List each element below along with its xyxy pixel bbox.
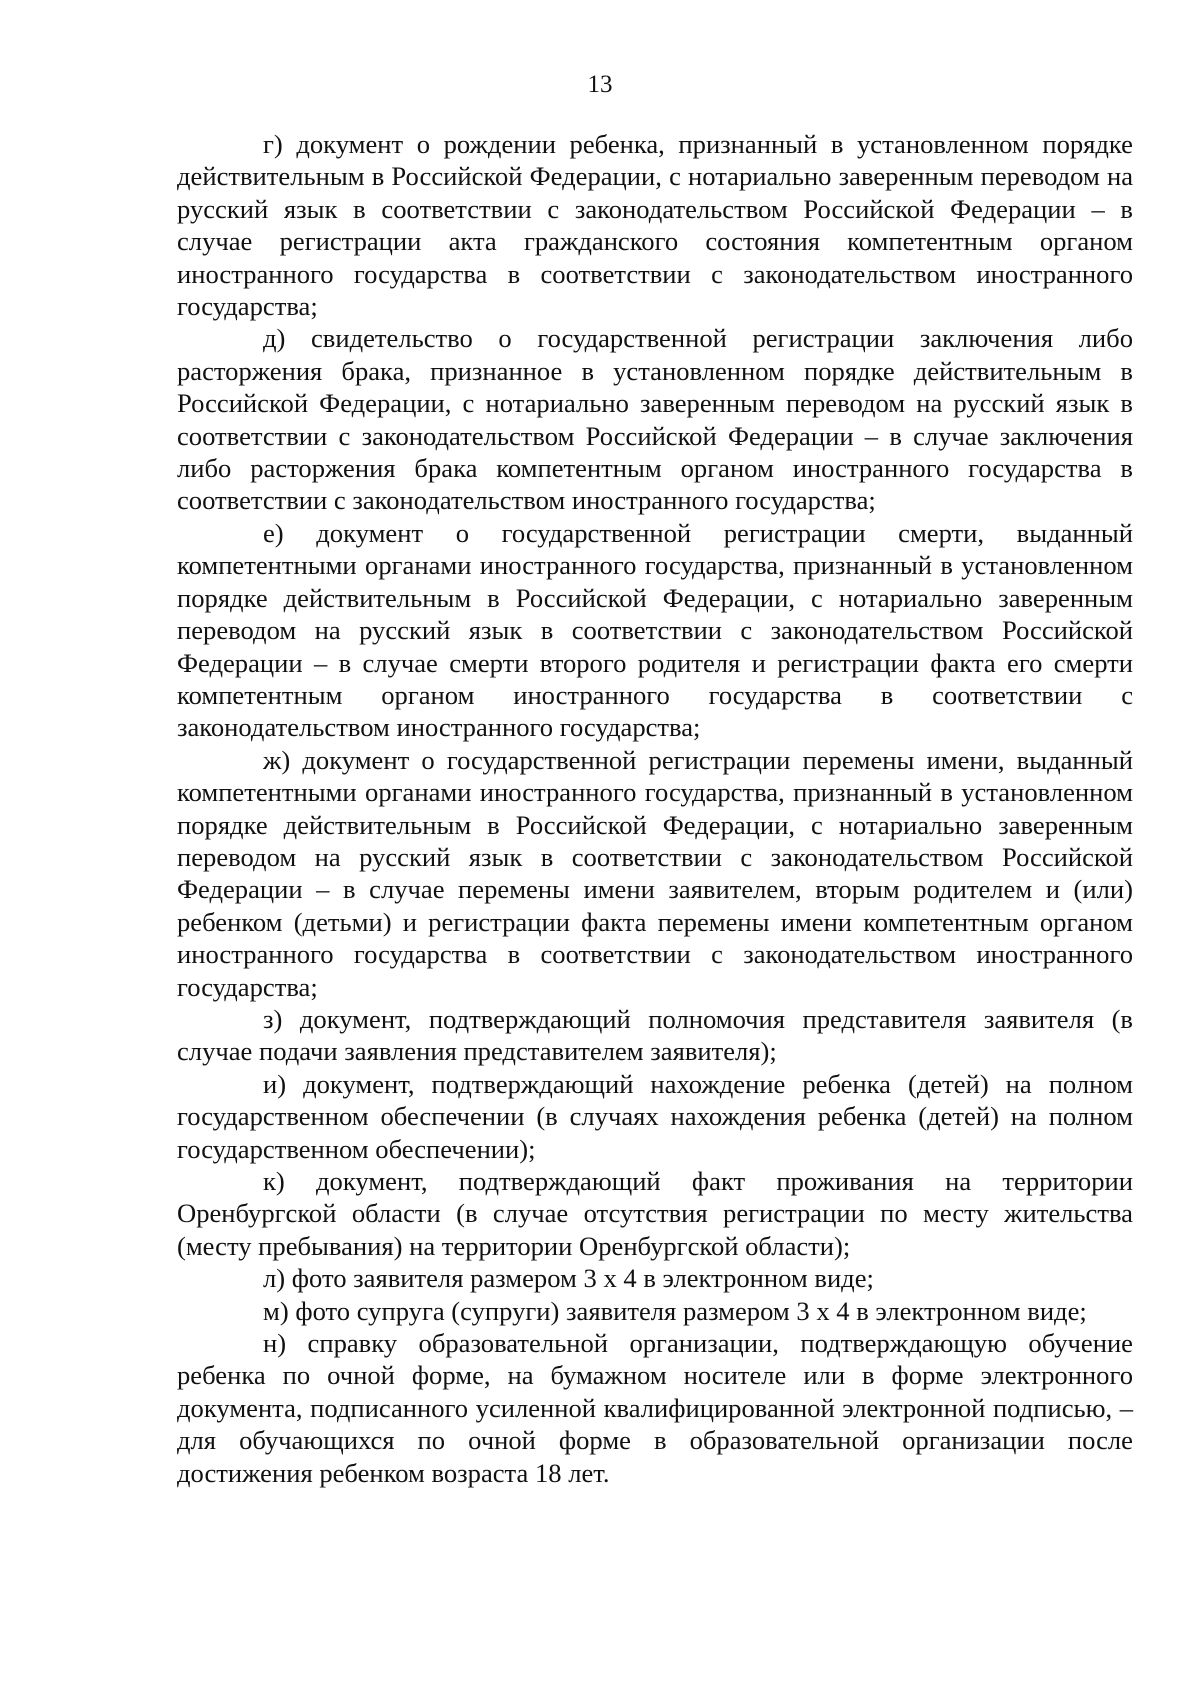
paragraph-n: н) справку образовательной организации, подтверждающую обучение ребенка по очной форме, на бумажном носителе или в форме электронного документа, подписанного усиленной квалифицированной электронной подписью, – для обучающихся по очной форме в образовательной организации после достижения ребенком возраста 18 лет.	[177, 1328, 1133, 1488]
paragraph-g: г) документ о рождении ребенка, признанный в установленном порядке действительным в Российской Федерации, с нотариально заверенным переводом на русский язык в соответствии с законодательством Российской Федерации – в случае регистрации акта гражданского состояния компетентным органом иностранного государства в соответствии с законодательством иностранного государства;	[177, 129, 1133, 322]
paragraph-d: д) свидетельство о государственной регистрации заключения либо расторжения брака, признанное в установленном порядке действительным в Российской Федерации, с нотариально заверенным переводом на русский язык в соответствии с законодательством Российской Федерации – в случае заключения либо расторжения брака компетентным органом иностранного государства в соответствии с законодательством иностранного государства;	[177, 323, 1133, 516]
paragraph-zh: ж) документ о государственной регистрации перемены имени, выданный компетентными органами иностранного государства, признанный в установленном порядке действительным в Российской Федерации, с нотариально заверенным переводом на русский язык в соответствии с законодательством Российской Федерации – в случае перемены имени заявителем, вторым родителем и (или) ребенком (детьми) и регистрации факта перемены имени компетентным органом иностранного государства в соответствии с законодательством иностранного государства;	[177, 744, 1133, 1002]
paragraph-l: л) фото заявителя размером 3 х 4 в электронном виде;	[263, 1263, 874, 1294]
page-number: 13	[587, 71, 613, 98]
document-body	[177, 128, 1133, 1489]
paragraph-k: к) документ, подтверждающий факт проживания на территории Оренбургской области (в случае отсутствия регистрации по месту жительства (месту пребывания) на территории Оренбургской области);	[177, 1166, 1133, 1261]
paragraph-z: з) документ, подтверждающий полномочия представителя заявителя (в случае подачи заявления представителем заявителя);	[177, 1003, 1133, 1067]
paragraph-i: и) документ, подтверждающий нахождение ребенка (детей) на полном государственном обеспечении (в случаях нахождения ребенка (детей) на полном государственном обеспечении);	[177, 1068, 1133, 1164]
paragraph-e: е) документ о государственной регистрации смерти, выданный компетентными органами иностранного государства, признанный в установленном порядке действительным в Российской Федерации, с нотариально заверенным переводом на русский язык в соответствии с законодательством Российской Федерации – в случае смерти второго родителя и регистрации факта его смерти компетентным органом иностранного государства в соответствии с законодательством иностранного государства;	[177, 517, 1133, 743]
paragraph-m: м) фото супруга (супруги) заявителя размером 3 х 4 в электронном виде;	[263, 1295, 1087, 1326]
